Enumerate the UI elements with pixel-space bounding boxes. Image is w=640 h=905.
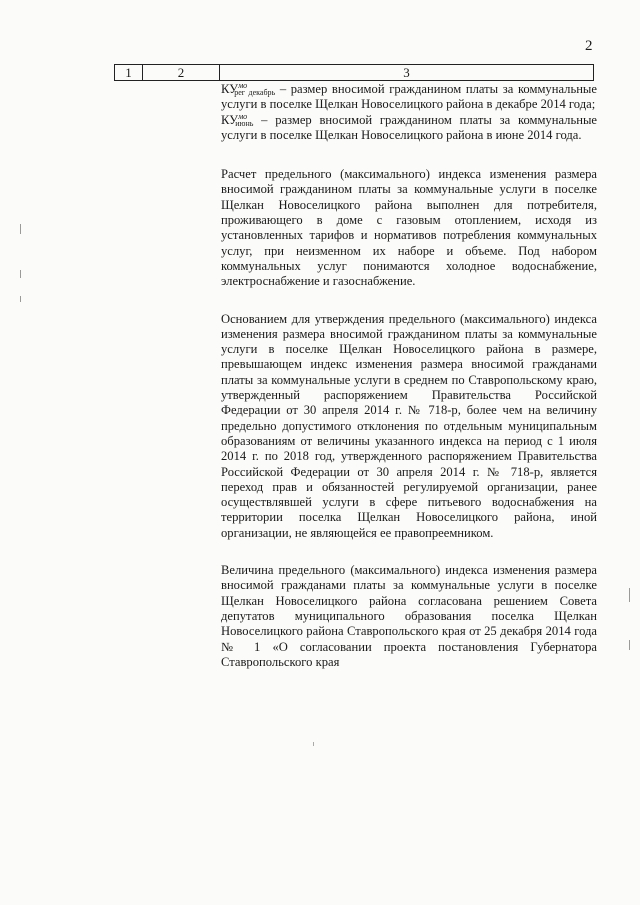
symbol-text: КУ — [221, 82, 239, 96]
paragraph-approval: Величина предельного (максимального) индекса изменения размера вносимой гражданами платы за коммунальные услуги в поселке Щелкан Новоселицкого района согласована решением Совета депутатов муниципального образования поселка Щелкан Новоселицкого района Ставропольского края от 25 декабря 2014 года № 1 «О согласовании проекта постановления Губернатора Ставропольского края — [221, 563, 597, 669]
column-number-2: 2 — [143, 65, 220, 81]
paragraph-calculation: Расчет предельного (максимального) индекса изменения размера вносимой гражданином платы за коммунальные услуги в поселке Щелкан Новоселицкого района выполнен для потребителя, проживающего в доме с газовым отоплением, исходя из установленных тарифов и нормативов потребления коммунальных услуг, при неизменном их наборе и объеме. Под набором коммунальных услуг понимаются холодное водоснабжение, электроснабжение и газоснабжение. — [221, 167, 597, 289]
definition-june — [221, 113, 597, 144]
scan-mark — [20, 224, 21, 234]
document-body — [221, 82, 597, 670]
column-number-1: 1 — [115, 65, 143, 81]
scan-mark — [20, 296, 21, 302]
definition-text: – размер вносимой гражданином платы за коммунальные услуги в поселке Щелкан Новоселицкого района в июне 2014 года. — [221, 112, 597, 142]
formula-symbol-december — [221, 82, 275, 96]
definition-text: – размер вносимой гражданином платы за коммунальные услуги в поселке Щелкан Новоселицкого района в декабре 2014 года; — [221, 82, 597, 112]
formula-symbol-june — [221, 113, 253, 127]
symbol-subscript: рег декабрь — [234, 88, 276, 97]
scan-speck — [313, 742, 314, 746]
symbol-subscript: июнь — [235, 118, 254, 128]
paragraph-basis: Основанием для утверждения предельного (максимального) индекса изменения размера вносимой гражданином платы за коммунальные услуги в поселке Щелкан Новоселицкого района в размере, превышающем индекс изменения размера вносимой гражданами платы за коммунальные услуги в среднем по Ставропольскому краю, утвержденный распоряжением Правительства Российской Федерации от 30 апреля 2014 г. № 718-р, более чем на величину предельно допустимого отклонения по отдельным муниципальным образованиям от величины указанного индекса на период с 1 июля 2014 г. по 2018 год, утвержденного распоряжением Правительства Российской Федерации от 30 апреля 2014 г. № 718-р, является переход прав и обязанностей регулируемой организации, ранее осуществлявшей услуги в сфере питьевого водоснабжения на территории поселка Щелкан Новоселицкого района, иной организации, не являющейся ее правопреемником. — [221, 311, 597, 540]
scan-mark — [629, 640, 630, 650]
scan-mark — [20, 270, 21, 278]
column-number-3: 3 — [220, 65, 594, 81]
scan-mark — [629, 588, 630, 602]
page-number: 2 — [585, 38, 593, 54]
definition-december — [221, 82, 597, 113]
column-header-table — [114, 64, 594, 81]
symbol-text: КУ — [221, 112, 239, 127]
symbol-superscript: мо — [238, 111, 248, 121]
symbol-superscript: мо — [238, 81, 248, 90]
